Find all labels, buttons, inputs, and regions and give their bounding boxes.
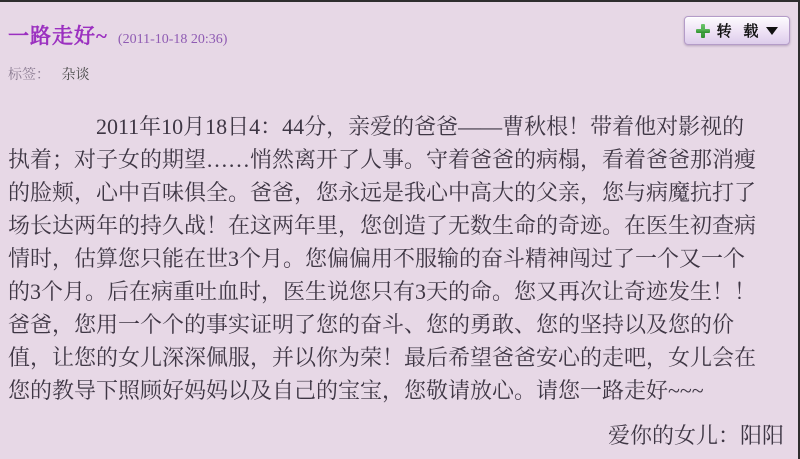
body-line: 场长达两年的持久战！在这两年里，您创造了无数生命的奇迹。在医生初查病 [8, 213, 757, 238]
caret-down-icon [766, 27, 778, 35]
tag-link-zatan[interactable]: 杂谈 [61, 68, 90, 83]
post-title: 一路走好~ [8, 24, 108, 48]
plus-icon [696, 24, 710, 38]
post-header [0, 2, 798, 50]
body-line: 的脸颊，心中百味俱全。爸爸，您永远是我心中高大的父亲，您与病魔抗打了 [8, 180, 757, 205]
tags-label: 标签： [8, 68, 50, 83]
post-body [0, 110, 798, 407]
body-line: 值，让您的女儿深深佩服，并以你为荣！最后希望爸爸安心的走吧，女儿会在 [8, 345, 757, 370]
body-line: 情时，估算您只能在世3个月。您偏偏用不服输的奋斗精神闯过了一个又一个 [8, 246, 746, 271]
repost-button-label: 转 载 [716, 24, 763, 40]
body-line: 您的教导下照顾好妈妈以及自己的宝宝，您敬请放心。请您一路走好~~~ [8, 378, 704, 403]
post-timestamp: (2011-10-18 20:36) [117, 32, 228, 47]
body-line: 执着；对子女的期望……悄然离开了人事。守着爸爸的病榻，看着爸爸那消瘦 [8, 147, 757, 172]
repost-button[interactable] [684, 16, 790, 45]
tags-row [0, 50, 798, 84]
body-line: 2011年10月18日4：44分，亲爱的爸爸——曹秋根！带着他对影视的 [96, 114, 745, 139]
body-line: 爸爸，您用一个个的事实证明了您的奋斗、您的勇敢、您的坚持以及您的价 [8, 312, 735, 337]
body-line: 的3个月。后在病重吐血时，医生说您只有3天的命。您又再次让奇迹发生！！ [8, 279, 757, 304]
post-signature: 爱你的女儿：阳阳 [607, 423, 784, 448]
